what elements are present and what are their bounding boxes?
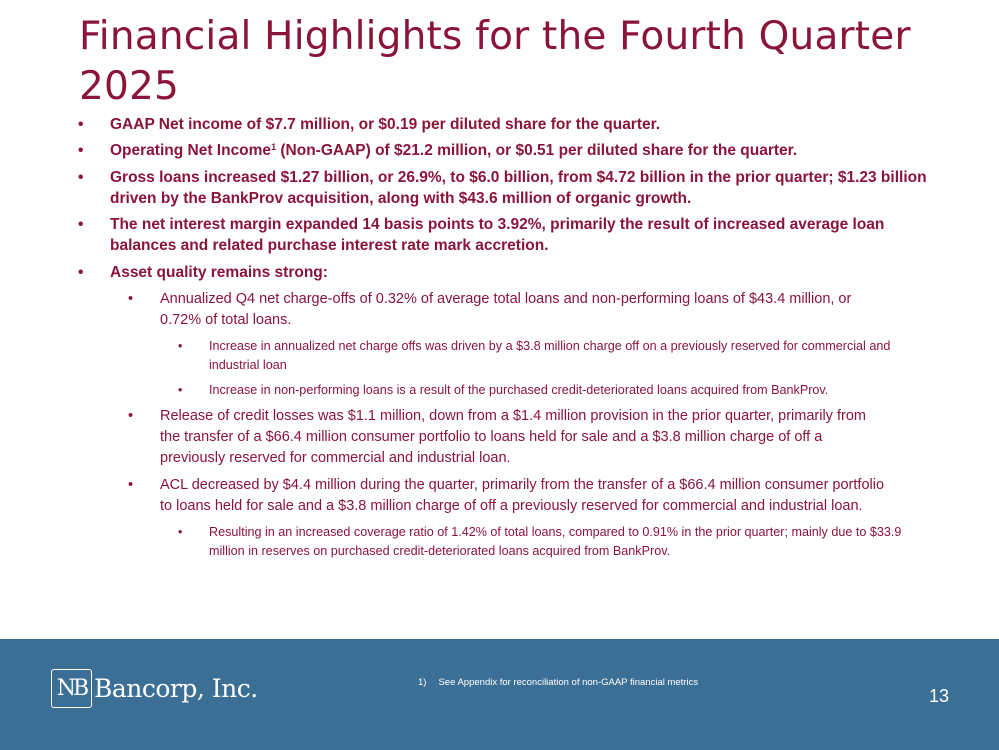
bullet-dot: • <box>78 263 84 281</box>
footnote-text: See Appendix for reconciliation of non-GAAP financial metrics <box>438 677 699 688</box>
bullet-text: The net interest margin expanded 14 basis points to 3.92%, primarily the result of increased average loan balances and related purchase interest rate mark accretion. <box>110 216 885 254</box>
bullet-text: Gross loans increased $1.27 billion, or 26.9%, to $6.0 billion, from $4.72 billion in the prior quarter; $1.23 billion driven by the BankProv acquisition, along with $43.6 million of organic growth. <box>110 168 927 207</box>
footnote-marker: 1 <box>271 142 277 152</box>
bullet-gaap-net-income <box>0 114 999 135</box>
sub-bullet-acl-decrease <box>0 475 999 517</box>
bullet-dot: • <box>128 290 134 307</box>
bullet-dot: • <box>78 115 84 133</box>
bullet-dot: • <box>178 338 183 353</box>
sub-sub-bullet-coverage-ratio <box>0 523 999 561</box>
bullet-text: Operating Net Income <box>110 142 272 159</box>
bullet-dot: • <box>178 524 183 539</box>
bullet-text: Annualized Q4 net charge-offs of 0.32% of average total loans and non-performing loans of $43.4 million, or 0.72% of total loans. <box>160 290 852 328</box>
bullet-asset-quality <box>0 262 999 283</box>
sub-sub-bullet-non-performing-loans <box>0 381 999 400</box>
logo-text: Bancorp, Inc. <box>94 674 258 703</box>
bullet-text: Increase in non-performing loans is a result of the purchased credit-deteriorated loans acquired from BankProv. <box>209 382 829 397</box>
page-number: 13 <box>929 686 950 706</box>
bullet-dot: • <box>128 476 134 493</box>
bullet-gross-loans <box>0 167 999 209</box>
page-title: Financial Highlights for the Fourth Quarter 2025 <box>79 14 911 109</box>
bullet-text: Resulting in an increased coverage ratio of 1.42% of total loans, compared to 0.91% in the prior quarter; mainly due to $33.9 million in reserves on purchased credit-deteriorated loans acquired from BankProv. <box>209 524 902 558</box>
logo-mark: NB <box>51 669 92 708</box>
bullet-dot: • <box>78 216 84 233</box>
bullet-dot: • <box>78 168 84 186</box>
highlights-list <box>0 108 999 561</box>
bullet-text: Release of credit losses was $1.1 million, down from a $1.4 million provision in the prior quarter, primarily from the transfer of a $66.4 million consumer portfolio to loans held for sale and a $3.8 million charge of off a previously reserved for commercial and industrial loan. <box>160 407 866 466</box>
bullet-operating-net-income <box>0 140 999 161</box>
sub-bullet-net-charge-offs <box>0 289 999 331</box>
bullet-text: GAAP Net income of $7.7 million, or $0.19 per diluted share for the quarter. <box>110 115 661 133</box>
bullet-text: Asset quality remains strong: <box>110 263 328 281</box>
bullet-text: Increase in annualized net charge offs was driven by a $3.8 million charge off on a previously reserved for commercial and industrial loan <box>209 338 891 372</box>
sub-sub-bullet-charge-off-driver <box>0 337 999 375</box>
company-logo <box>51 669 258 708</box>
bullet-dot: • <box>128 407 134 424</box>
bullet-net-interest-margin <box>0 214 999 256</box>
bullet-text: (Non-GAAP) of $21.2 million, or $0.51 per diluted share for the quarter. <box>276 142 798 159</box>
bullet-dot: • <box>78 142 84 159</box>
sub-bullet-release-of-credit-losses <box>0 406 999 469</box>
bullet-text: ACL decreased by $4.4 million during the quarter, primarily from the transfer of a $66.4 million consumer portfolio to loans held for sale and a $3.8 million charge of off a previously reserved for commercial and industrial loan. <box>160 476 885 514</box>
footnote-number: 1) <box>418 677 427 688</box>
footnote <box>418 677 698 688</box>
footer-bar <box>0 639 999 750</box>
bullet-dot: • <box>178 382 183 397</box>
